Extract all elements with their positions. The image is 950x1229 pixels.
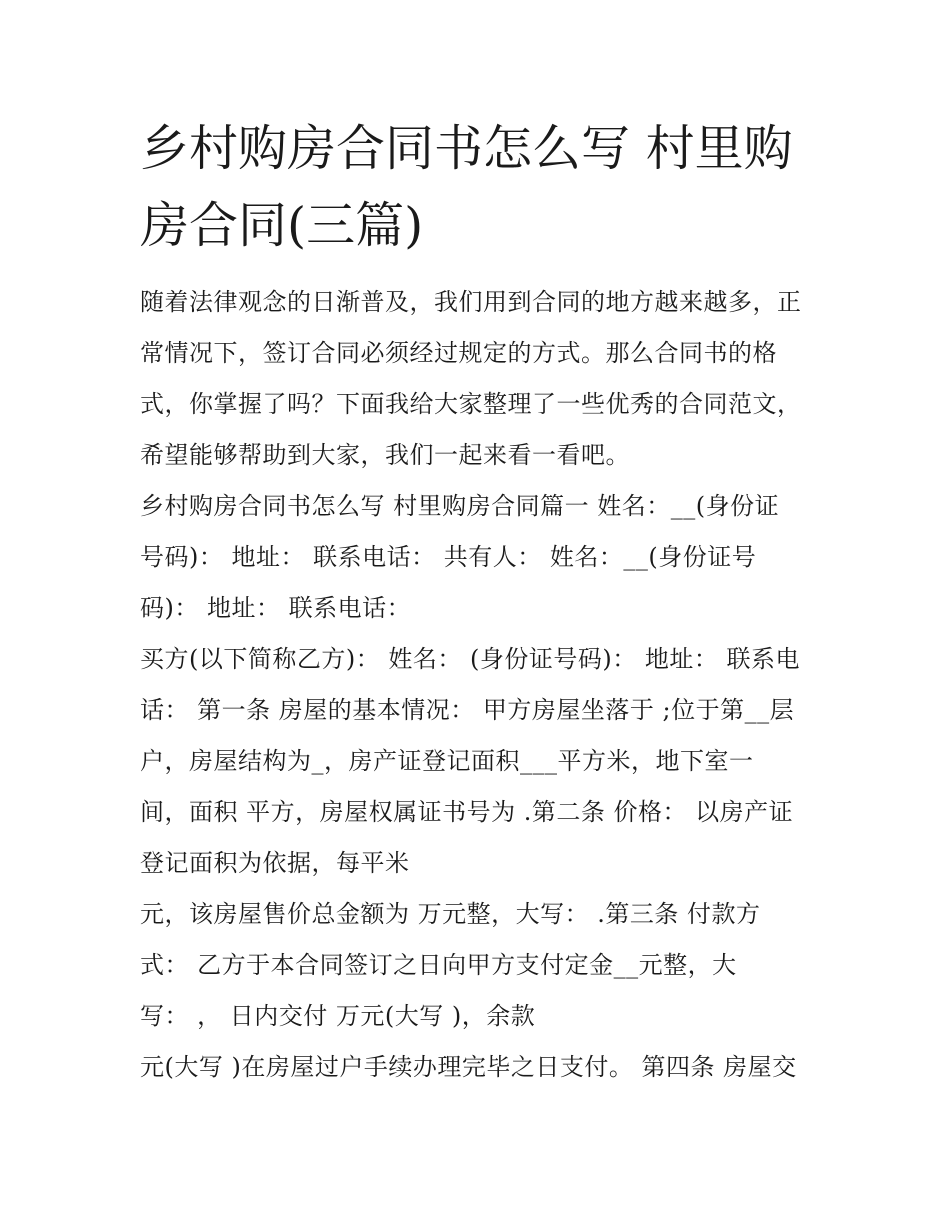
text-line: 写： ， 日内交付 万元(大写 )，余款	[140, 1002, 536, 1030]
text-line: 话： 第一条 房屋的基本情况： 甲方房屋坐落于 ;位于第__层	[140, 696, 795, 724]
text-line: 间，面积 平方，房屋权属证书号为 .第二条 价格： 以房产证	[140, 798, 794, 826]
text-line: 式，你掌握了吗？下面我给大家整理了一些优秀的合同范文，	[140, 390, 802, 418]
text-line: 买方(以下简称乙方)： 姓名： (身份证号码)： 地址： 联系电	[140, 645, 800, 673]
text-line: 常情况下，签订合同必须经过规定的方式。那么合同书的格	[140, 339, 777, 367]
party-a-paragraph	[140, 481, 820, 634]
text-line: 随着法律观念的日渐普及，我们用到合同的地方越来越多，正	[140, 288, 802, 316]
text-line: 希望能够帮助到大家，我们一起来看一看吧。	[140, 441, 630, 469]
title-line-1: 乡村购房合同书怎么写 村里购	[140, 120, 793, 177]
text-line: 登记面积为依据，每平米	[140, 849, 410, 877]
title-line-2: 房合同(三篇)	[140, 197, 424, 254]
text-line: 元，该房屋售价总金额为 万元整，大写： .第三条 付款方	[140, 900, 761, 928]
text-line: 号码)： 地址： 联系电话： 共有人： 姓名：__(身份证号	[140, 543, 757, 571]
text-line: 乡村购房合同书怎么写 村里购房合同篇一 姓名：__(身份证	[140, 492, 780, 520]
text-line: 码)： 地址： 联系电话：	[140, 594, 412, 622]
text-line: 户，房屋结构为_，房产证登记面积___平方米，地下室一	[140, 747, 754, 775]
text-line: 式： 乙方于本合同签订之日向甲方支付定金__元整，大	[140, 951, 737, 979]
party-b-paragraph	[140, 634, 820, 889]
intro-paragraph	[140, 277, 820, 481]
document-title	[140, 110, 820, 264]
payment-paragraph	[140, 889, 820, 1042]
document-page	[140, 110, 820, 1093]
delivery-paragraph	[140, 1042, 820, 1093]
text-line: 元(大写 )在房屋过户手续办理完毕之日支付。 第四条 房屋交	[140, 1053, 797, 1081]
